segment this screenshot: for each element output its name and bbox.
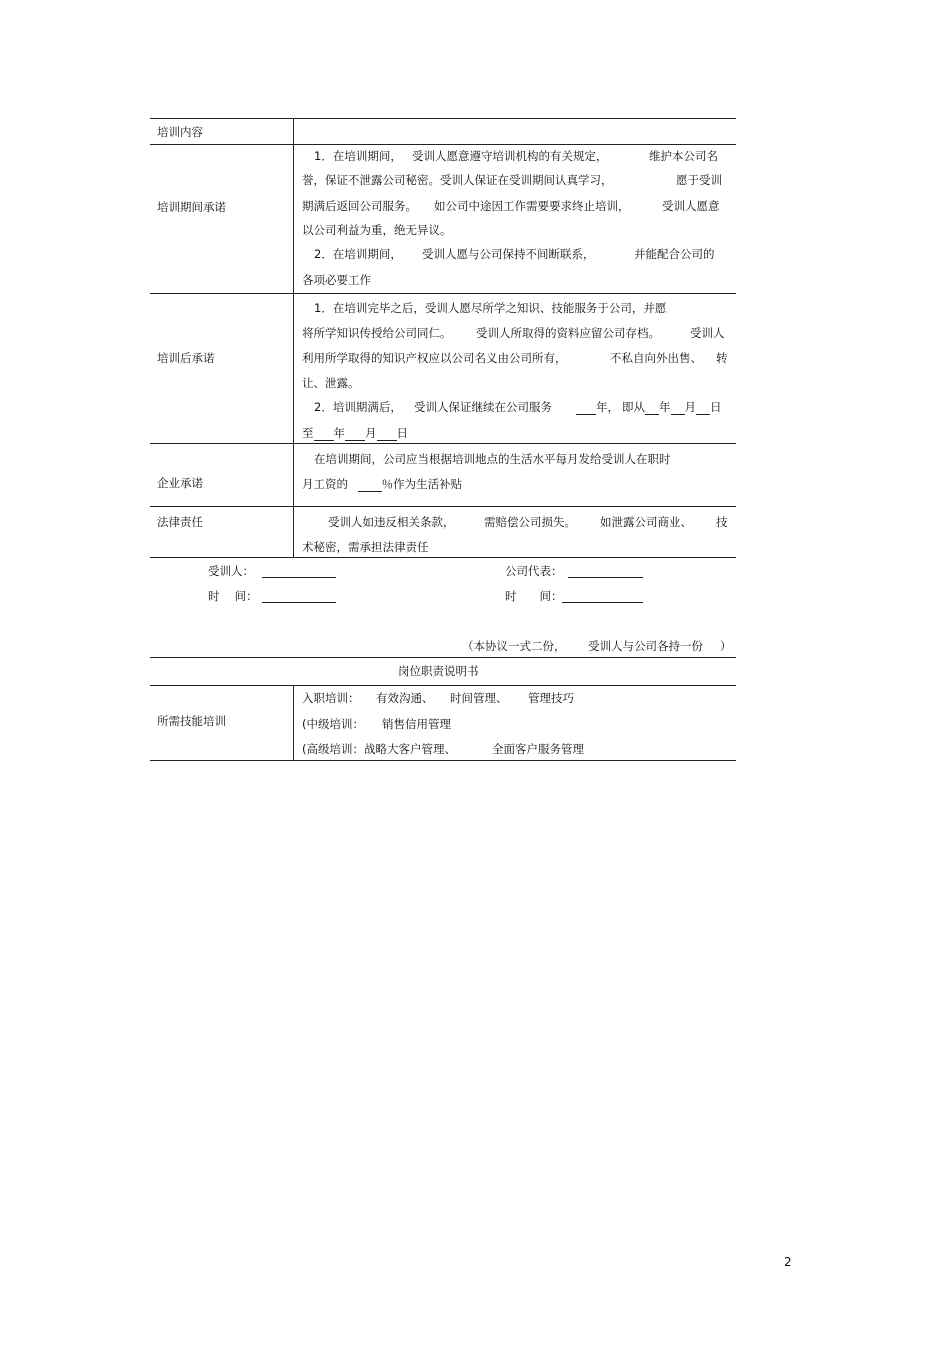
stipend-line: 月工资的 ％作为生活补贴 [302,477,463,491]
row-divider [150,557,736,558]
row-divider [150,443,736,444]
time-label-right: 时 间： [505,589,563,603]
service-term-line: 2．培训期满后， 受训人保证继续在公司服务 年， 即从 年 月 日 [314,400,722,414]
text-line: 誉，保证不泄露公司秘密。受训人保证在受训期间认真学习， 愿于受训 [302,173,722,187]
page-number: 2 [784,1255,792,1269]
table-bottom-rule [150,760,736,761]
row-label-legal: 法律责任 [157,515,203,529]
skill-line: 入职培训： 有效沟通、 时间管理、 管理技巧 [302,691,574,705]
row-label-skills: 所需技能培训 [157,714,226,728]
skill-line: (高级培训：战略大客户管理、 全面客户服务管理 [302,742,584,756]
row-divider [150,144,736,145]
company-rep-signature-field[interactable] [568,577,643,578]
text-line: 期满后返回公司服务。 如公司中途因工作需要要求终止培训， 受训人愿意 [302,199,720,213]
blank-field[interactable] [696,402,710,415]
row-divider [150,293,736,294]
row-label-during: 培训期间承诺 [157,200,226,214]
row-label-after: 培训后承诺 [157,351,215,365]
text-line: 受训人如违反相关条款， 需赔偿公司损失。 如泄露公司商业、 技 [328,515,728,529]
text-line: 利用所学取得的知识产权应以公司名义由公司所有， 不私自向外出售、 转 [302,351,728,365]
trainee-label: 受训人： [208,564,254,578]
company-rep-date-field[interactable] [562,602,643,603]
text-line: 让、泄露。 [302,376,360,390]
table-top-rule [150,118,736,119]
row-label-content: 培训内容 [157,125,203,139]
job-desc-top-rule [150,657,736,658]
blank-field[interactable] [576,402,596,415]
job-desc-title: 岗位职责说明书 [398,664,479,678]
blank-field[interactable] [377,428,397,441]
column-divider [293,118,294,557]
row-label-company: 企业承诺 [157,476,203,490]
company-rep-label: 公司代表： [505,564,563,578]
text-line: 各项必要工作 [302,273,371,287]
blank-field[interactable] [345,428,365,441]
text-line: 2．在培训期间， 受训人愿与公司保持不间断联系， 并能配合公司的 [314,247,715,261]
service-term-line: 至 年 月 日 [302,426,408,440]
time-label-left: 时 间： [208,589,258,603]
trainee-signature-field[interactable] [262,577,336,578]
text-line: 1．在培训期间， 受训人愿意遵守培训机构的有关规定， 维护本公司名 [314,149,718,163]
text-line: 1．在培训完毕之后，受训人愿尽所学之知识、技能服务于公司，并愿 [314,301,667,315]
text-line: 在培训期间，公司应当根据培训地点的生活水平每月发给受训人在职时 [314,452,671,466]
row-divider [150,685,736,686]
blank-field[interactable] [314,428,334,441]
text-line: 以公司利益为重，绝无异议。 [302,223,452,237]
blank-field[interactable] [671,402,685,415]
text-line: 将所学知识传授给公司同仁。 受训人所取得的资料应留公司存档。 受训人 [302,326,725,340]
blank-field[interactable] [358,479,382,492]
trainee-date-field[interactable] [262,602,336,603]
row-divider [150,506,736,507]
column-divider [293,685,294,760]
text-line: 术秘密，需承担法律责任 [302,540,429,554]
agreement-note: （本协议一式二份， 受训人与公司各持一份 ） [462,639,732,653]
skill-line: (中级培训： 销售信用管理 [302,717,451,731]
blank-field[interactable] [645,402,659,415]
